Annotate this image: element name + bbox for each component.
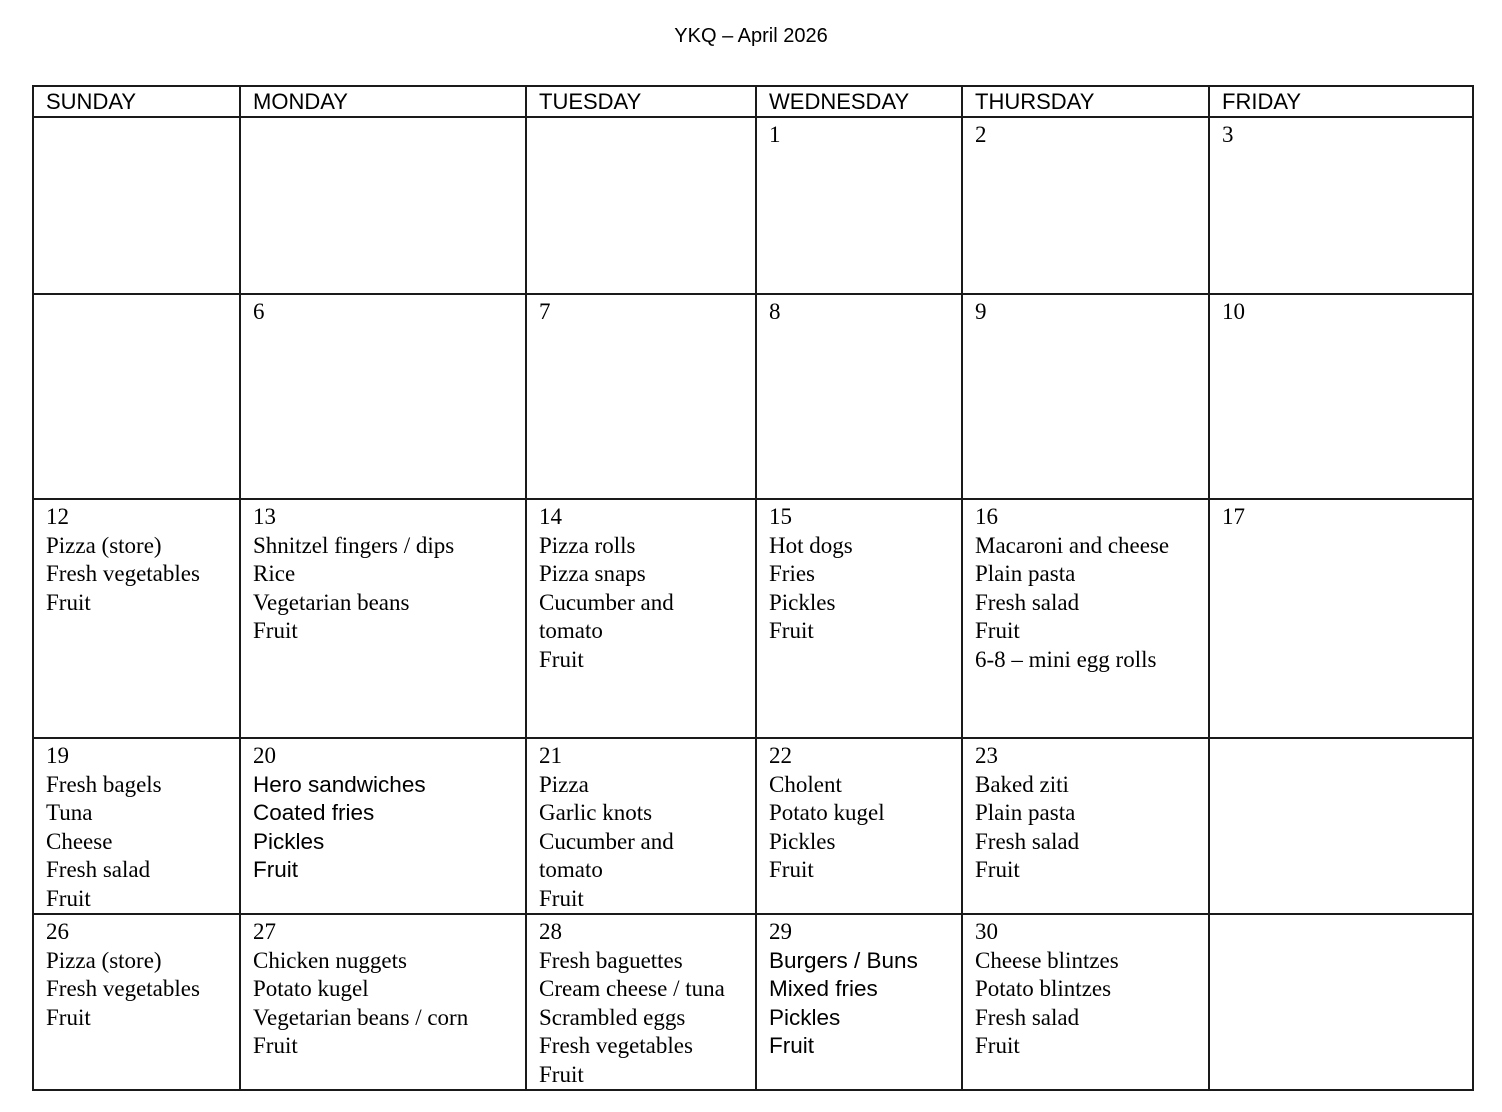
day-number: 27 (253, 919, 276, 944)
day-number: 15 (769, 504, 792, 529)
menu-item: Pickles (769, 1004, 841, 1030)
menu-item: Mixed fries (769, 976, 878, 1001)
day-cell (526, 738, 756, 914)
day-cell (1209, 499, 1473, 738)
menu-item: Fruit (253, 1033, 298, 1058)
day-cell (962, 117, 1209, 294)
day-header-sunday: SUNDAY (33, 86, 240, 117)
menu-item: Macaroni and cheese (975, 532, 1170, 558)
day-cell (240, 117, 526, 294)
day-number: 26 (46, 919, 69, 944)
menu-item: Cheese blintzes (975, 947, 1119, 973)
week-row (33, 499, 1473, 738)
day-cell (526, 499, 756, 738)
day-cell (240, 738, 526, 914)
day-cell (1209, 117, 1473, 294)
day-number: 21 (539, 743, 562, 768)
day-cell (33, 117, 240, 294)
day-header-wednesday: WEDNESDAY (756, 86, 962, 117)
menu-item: Tuna (46, 800, 93, 825)
menu-item: Cream cheese / tuna (539, 976, 725, 1001)
day-cell (1209, 914, 1473, 1090)
day-cell (240, 294, 526, 499)
menu-item: Fruit (539, 646, 584, 672)
day-cell (1209, 294, 1473, 499)
menu-item: Coated fries (253, 800, 375, 825)
menu-item: Plain pasta (975, 800, 1076, 825)
menu-item: Pickles (253, 828, 325, 854)
menu-item: Fruit (975, 618, 1020, 643)
day-cell (526, 914, 756, 1090)
menu-item: Cholent (769, 771, 842, 797)
menu-item: Pizza rolls (539, 532, 636, 558)
day-cell (962, 294, 1209, 499)
day-cell (962, 914, 1209, 1090)
menu-item: Fresh salad (975, 828, 1080, 854)
calendar-weeks (33, 117, 1473, 1090)
menu-item: Shnitzel fingers / dips (253, 532, 455, 558)
day-cell (756, 914, 962, 1090)
menu-item: Pizza (store) (46, 947, 162, 973)
menu-item: Scrambled eggs (539, 1004, 686, 1030)
menu-item: Fresh salad (975, 589, 1080, 615)
menu-item: Potato kugel (769, 800, 885, 825)
calendar-grid (32, 85, 1474, 1091)
day-number: 6 (253, 299, 265, 324)
menu-item: Fruit (539, 885, 584, 911)
day-cell (33, 294, 240, 499)
week-row (33, 117, 1473, 294)
day-number: 17 (1222, 504, 1245, 529)
menu-item: Cucumber and (539, 589, 674, 615)
day-number: 20 (253, 743, 276, 768)
day-number: 7 (539, 299, 551, 324)
day-cell (240, 499, 526, 738)
menu-item: Hero sandwiches (253, 771, 426, 797)
day-header-thursday: THURSDAY (962, 86, 1209, 117)
menu-item: Potato blintzes (975, 976, 1112, 1001)
day-cell (756, 294, 962, 499)
menu-item: Cucumber and (539, 828, 674, 854)
menu-item: Pizza snaps (539, 561, 646, 586)
menu-item: Baked ziti (975, 771, 1069, 797)
day-cell (962, 499, 1209, 738)
menu-item: Plain pasta (975, 561, 1076, 586)
page-title: YKQ – April 2026 (674, 25, 828, 47)
menu-item: Vegetarian beans (253, 589, 410, 615)
week-row (33, 738, 1473, 914)
menu-item: Fruit (46, 589, 91, 615)
day-number: 9 (975, 299, 987, 324)
day-number: 3 (1222, 122, 1234, 147)
day-number: 30 (975, 919, 998, 944)
week-row (33, 914, 1473, 1090)
menu-item: Pizza (store) (46, 532, 162, 558)
menu-item: Fruit (769, 618, 814, 643)
day-number: 22 (769, 743, 792, 768)
menu-item: Fresh vegetables (46, 561, 200, 586)
menu-item: Garlic knots (539, 800, 653, 825)
menu-item: Pizza (539, 771, 589, 797)
menu-item: Fresh salad (46, 857, 151, 882)
menu-item: 6-8 – mini egg rolls (975, 646, 1157, 672)
menu-item: Fruit (46, 1004, 91, 1030)
day-cell (962, 738, 1209, 914)
menu-item: Cheese (46, 828, 113, 854)
menu-item: Fresh baguettes (539, 947, 683, 973)
menu-item: Burgers / Buns (769, 947, 918, 973)
day-number: 12 (46, 504, 69, 529)
day-number: 10 (1222, 299, 1245, 324)
day-cell (240, 914, 526, 1090)
day-number: 8 (769, 299, 781, 324)
day-cell (526, 294, 756, 499)
day-cell (756, 117, 962, 294)
menu-item: Pickles (769, 828, 836, 854)
day-header-row (33, 86, 1473, 117)
day-header-tuesday: TUESDAY (526, 86, 756, 117)
menu-item: Fruit (769, 1033, 814, 1058)
day-header-monday: MONDAY (240, 86, 526, 117)
menu-item: Chicken nuggets (253, 947, 407, 973)
menu-item: Fresh bagels (46, 771, 162, 797)
day-number: 16 (975, 504, 998, 529)
menu-item: Fruit (975, 1033, 1020, 1058)
day-cell (756, 499, 962, 738)
day-number: 19 (46, 743, 69, 768)
day-number: 29 (769, 919, 792, 944)
menu-item: Hot dogs (769, 532, 853, 558)
menu-item: Rice (253, 561, 296, 586)
day-cell (526, 117, 756, 294)
menu-item: Potato kugel (253, 976, 369, 1001)
menu-item: Fruit (46, 885, 91, 911)
day-number: 14 (539, 504, 562, 529)
menu-item: Fresh vegetables (46, 976, 200, 1001)
day-number: 13 (253, 504, 276, 529)
menu-item: Fresh vegetables (539, 1033, 693, 1058)
menu-item: Fries (769, 561, 815, 586)
menu-item: Pickles (769, 589, 836, 615)
day-number: 28 (539, 919, 562, 944)
menu-item: Vegetarian beans / corn (253, 1004, 469, 1030)
day-cell (1209, 738, 1473, 914)
menu-item: Fruit (975, 857, 1020, 882)
day-cell (33, 499, 240, 738)
day-number: 2 (975, 122, 987, 147)
day-number: 1 (769, 122, 781, 147)
menu-item: tomato (539, 857, 603, 882)
day-header-friday: FRIDAY (1209, 86, 1473, 117)
day-cell (756, 738, 962, 914)
week-row (33, 294, 1473, 499)
menu-item: Fruit (253, 618, 298, 643)
menu-item: Fruit (769, 857, 814, 882)
menu-item: Fruit (539, 1061, 584, 1087)
day-cell (33, 914, 240, 1090)
menu-item: Fresh salad (975, 1004, 1080, 1030)
menu-item: Fruit (253, 857, 298, 882)
menu-item: tomato (539, 618, 603, 643)
day-number: 23 (975, 743, 998, 768)
day-cell (33, 738, 240, 914)
